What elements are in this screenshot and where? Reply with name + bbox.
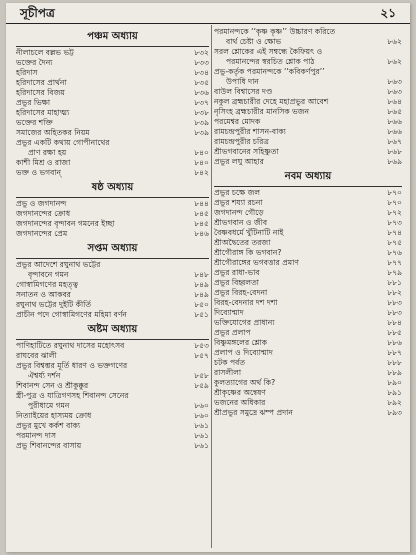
toc-entry [16,441,209,451]
toc-entry-title: রঘুনাথ ভট্টের দুইটি কীর্তি [16,300,92,309]
toc-entry [214,278,402,288]
toc-entry [16,148,209,158]
toc-entry [16,270,209,280]
toc-entry-title: শ্রীকৃষ্ণের অন্বেষণ [214,388,266,397]
toc-entry [214,57,402,67]
toc-entry-title: হরিদাসের মাহাত্ম্য [16,108,70,117]
toc-entry [16,421,209,431]
toc-entry-title: প্রভুর চক্ষে জল [214,188,261,197]
toc-entry-title: ভক্ত ও ভগবান্ [16,168,62,177]
toc-entry-page: ৮৬৬ [387,127,402,136]
toc-entry-title: শ্রীপ্রভুর সমুদ্রে ঝম্প প্রদান [214,408,293,417]
toc-entry [16,341,209,351]
toc-entry-page: ৮৬০ [194,401,209,410]
toc-entry-title: শ্রীভগবান ও জীব [214,218,268,227]
toc-entry [214,298,402,308]
toc-entry-title: নৃসিংহ ব্রহ্মচারীর মানসিক ভজন [214,107,310,116]
toc-entry-title: স্ত্রী-পুত্র ও যাত্রিগণসহ শিবানন্দ সেনের [16,391,129,400]
toc-entry-title: প্রলাপ ও দিব্যোন্মাদ [214,348,273,357]
toc-entry-title: বৃন্দাবনে গমন [28,270,69,279]
toc-entry-page: ৮৫০ [194,300,209,309]
toc-entry [214,27,402,37]
toc-entry-title: জগদানন্দ গৌড়ে [214,208,264,217]
toc-entry-page: ৮৬২ [387,57,402,66]
toc-entry [16,128,209,138]
toc-entry-title: কাশী মিশ্র ও রাজা [16,158,71,167]
toc-entry-title: প্রভুর একটি কথায় গোপীনাথের [16,138,110,147]
toc-entry-page: ৮৭০ [387,198,402,207]
toc-entry-title: পরমানন্দ দাস [16,431,56,440]
toc-entry-title: প্রভুর বিহ্বলতা [214,278,259,287]
toc-entry-page: ৮৪৯ [194,280,209,289]
toc-entry-page: ৮৬৬ [387,117,402,126]
toc-entry [16,280,209,290]
chapter-heading: নবম অধ্যায় [284,171,332,182]
toc-entry-title: ভক্তের শক্তি [16,118,53,127]
toc-entry [214,107,402,117]
toc-entry [16,108,209,118]
toc-entry [214,258,402,268]
toc-entry-page: ৮৮৩ [387,308,402,317]
toc-entry-title: ঐশ্বর্য্য দর্শন [28,371,61,380]
toc-entry-title: সরল শ্লোকের এই সম্বন্ধে কৈফিয়ৎ ও [214,47,323,56]
toc-entry [214,378,402,388]
toc-entry-page: ৮৮২ [387,288,402,297]
chapter-underline [16,339,209,340]
toc-entry [214,288,402,298]
chapter-heading: অষ্টম অধ্যায় [87,324,138,335]
toc-entry [16,88,209,98]
page-header [6,3,410,24]
toc-entry [214,147,402,157]
chapter-heading: সপ্তম অধ্যায় [87,243,138,254]
toc-entry [214,67,402,77]
toc-entry-title: প্রভুর শয্যা রচনা [214,198,263,207]
toc-entry-title: হরিদাসের প্রার্থনা [16,78,67,87]
toc-entry-page: ৮৩৯ [194,118,209,127]
toc-entry [214,77,402,87]
toc-entry [214,47,402,57]
toc-entry-page: ৮৮৯ [387,368,402,377]
toc-entry-title: শিবানন্দ সেন ও শ্রীকুক্কুর [16,381,89,390]
toc-entry-title: নিত্যাইয়ের হাস্যময় ক্রোধ [16,411,92,420]
toc-entry-title: রামচন্দ্রপুরীর শাসন-বাক্য [214,127,286,136]
toc-entry-title: জগদানন্দের ক্রোধ [16,209,71,218]
toc-entry-title: উপাধি দান [226,77,259,86]
toc-entry-page: ৮৭৪ [387,228,402,237]
toc-entry-title: সনাতন ও আকবর [16,290,71,299]
toc-entry [16,401,209,411]
toc-entry [214,348,402,358]
toc-entry-title: প্রাচীন পদে গোস্বামিগণের মহিমা বর্ণন [16,310,127,319]
toc-entry-title: রাসলীলা [214,368,242,377]
toc-entry-page: ৮৪০ [194,158,209,167]
chapter-underline [214,186,402,187]
toc-entry-title: হরিদাস [16,68,38,77]
toc-entry [214,117,402,127]
toc-entry-page: ৮৪৯ [194,290,209,299]
toc-entry-page: ৮৬৪ [387,97,402,106]
toc-entry [16,229,209,239]
toc-entry-title: বিষ্ণুমঙ্গলের শ্লোক [214,338,268,347]
toc-entry-page: ৮৫৩ [194,341,209,350]
toc-entry [16,98,209,108]
toc-entry-title: নীলাচলে বল্লভ ভট্ট [16,48,74,57]
chapter-underline [16,258,209,259]
chapter-heading: ষষ্ঠ অধ্যায় [91,182,134,193]
toc-entry [214,228,402,238]
toc-entry-title: প্রভুর আদেশে রঘুনাথ ভট্টের [16,260,101,269]
toc-entry-page: ৮৪৪ [194,199,209,208]
toc-left-column [16,27,209,548]
toc-entry [16,199,209,209]
toc-entry [16,411,209,421]
toc-entry [16,138,209,148]
toc-entry-page: ৮৮৫ [387,328,402,337]
toc-entry-page: ৮৮১ [387,278,402,287]
toc-entry [214,208,402,218]
toc-entry-page: ৮৫৭ [194,351,209,360]
toc-entry-page: ৮৫৯ [194,381,209,390]
toc-entry-title: প্রভুর রাধা-ভাব [214,268,260,277]
toc-entry-page: ৮৬২ [387,37,402,46]
toc-entry-page: ৮৩৪ [194,68,209,77]
toc-entry-page: ৮৬০ [194,411,209,420]
toc-entry [16,310,209,320]
chapter-underline [16,197,209,198]
toc-entry [214,137,402,147]
toc-entry [214,318,402,328]
toc-entry [214,338,402,348]
toc-entry-page: ৮৪৬ [194,229,209,238]
toc-entry-title: দিব্যোন্মাদ [214,308,244,317]
toc-entry-page: ৮৮৭ [387,348,402,357]
toc-entry-page: ৮৭৭ [387,258,402,267]
toc-entry-page: ৮৫৮ [194,371,209,380]
toc-entry-page: ৮৮৪ [387,318,402,327]
toc-entry-title: চটক পর্বত [214,358,246,367]
chapter-underline [16,46,209,47]
toc-entry-title: প্রভুর মুখে কর্কশ বাক্য [16,421,81,430]
toc-entry-page: ৮৪৫ [194,219,209,228]
toc-entry-title: নকুল ব্রহ্মচারীর দেহে মহাপ্রভুর আবেশ [214,97,329,106]
toc-entry-title: বিরহ-বেদনার দশ দশা [214,298,278,307]
toc-entry [16,158,209,168]
toc-entry [16,391,209,401]
toc-entry-title: প্রভুর লঘু আহার [214,157,264,166]
page-number: ২১ [380,6,396,20]
toc-entry [214,218,402,228]
toc-entry-title: হরিদাসের বিজয় [16,88,65,97]
toc-entry [16,371,209,381]
page-title: সূচীপত্র [20,6,55,20]
toc-entry-page: ৮৩৭ [194,98,209,107]
toc-entry-page: ৮৬৫ [387,107,402,116]
toc-entry-page: ৮৭৩ [387,218,402,227]
toc-entry-title: সমাজের অহিতকর নিয়ম [16,128,90,137]
toc-entry-title: বার্থ চেষ্টা ও ক্ষোভ [226,37,282,46]
toc-entry-title: প্রভুর বিরহ-বেদনা [214,288,268,297]
toc-entry [214,238,402,248]
toc-entry [214,198,402,208]
toc-entry-page: ৮৩৩ [194,58,209,67]
toc-entry-page: ৮৪৫ [194,209,209,218]
toc-entry [214,368,402,378]
toc-entry-page: ৮৬৮ [387,147,402,156]
column-divider [211,25,212,548]
toc-entry [214,268,402,278]
toc-entry-title: ভজনের অধিকার [214,398,266,407]
toc-entry-page: ৮৮৬ [387,338,402,347]
toc-entry-title: বাউল বিশ্বাসের দণ্ড [214,87,273,96]
book-page [6,3,410,552]
toc-entry-title: পুরীধামে গমন [28,401,70,410]
toc-entry-page: ৮৬৩ [387,77,402,86]
toc-entry [214,328,402,338]
toc-entry-page: ৮৬১ [194,431,209,440]
toc-entry [214,248,402,258]
toc-entry-title: কুলত্যাগের অর্থ কি? [214,378,276,387]
toc-entry [16,431,209,441]
toc-entry [16,290,209,300]
toc-entry [214,127,402,137]
toc-entry-page: ৮৩৯ [194,128,209,137]
toc-entry [214,388,402,398]
toc-entry-title: প্রভু শিবানন্দের বাসায় [16,441,82,450]
toc-entry-page: ৮৭৯ [387,268,402,277]
toc-entry [214,37,402,47]
toc-entry-title: শ্রীগৌরাঙ্গের ভগবত্তার প্রমাণ [214,258,299,267]
toc-entry-page: ৮৬৭ [387,137,402,146]
toc-entry-title: শ্রীভগবানের সহিষ্ণুতা [214,147,279,156]
toc-entry [16,48,209,58]
toc-entry [214,188,402,198]
toc-entry-page: ৮৭২ [387,208,402,217]
toc-entry [16,260,209,270]
toc-entry-page: ৮৭৫ [387,238,402,247]
toc-entry [16,361,209,371]
toc-entry-title: শ্রীগৌরাঙ্গ কি ভগবান? [214,248,282,257]
toc-entry-title: পরমেশ্বর মোদক [214,117,261,126]
toc-entry [16,300,209,310]
toc-entry-page: ৮৪৮ [194,270,209,279]
toc-entry-page: ৮৩৮ [194,108,209,117]
toc-entry [214,157,402,167]
toc-entry-title: ভক্তিযোগের প্রাধান্য [214,318,275,327]
toc-entry-title: পাণিহাটিতে রঘুনাথ দাসের মহোৎসব [16,341,125,350]
toc-entry-page: ৮৩২ [194,48,209,57]
toc-entry-page: ৮৬১ [194,441,209,450]
chapter-heading: পঞ্চম অধ্যায় [87,31,138,42]
toc-entry [16,209,209,219]
toc-entry-title: রাঘবের ঝালী [16,351,57,360]
toc-entry-page: ৮৬১ [194,421,209,430]
toc-entry [214,408,402,418]
toc-right-column [214,27,402,548]
toc-entry-page: ৮৪০ [194,148,209,157]
toc-entry-page: ৮৯০ [387,378,402,387]
toc-entry-title: গোস্বামিগণের মহত্ত্ব [16,280,78,289]
toc-entry-title: জগদানন্দের বৃন্দাবন গমনের ইচ্ছা [16,219,115,228]
toc-entry-page: ৮৫১ [194,310,209,319]
toc-entry [214,308,402,318]
toc-entry [16,351,209,361]
toc-entry [214,358,402,368]
toc-entry-title: বৈষ্ণবধর্মে খুঁটিনাটি নাই [214,228,284,237]
toc-entry-page: ৮৩৬ [194,88,209,97]
toc-entry-title: প্রভুর প্রলাপ [214,328,251,337]
toc-entry-title: জগদানন্দের প্রেম [16,229,68,238]
toc-entry-title: প্রভুর বিশ্বম্ভর মূর্তি ধারণ ও ভক্তগণের [16,361,128,370]
toc-entry [16,219,209,229]
toc-entry-title: পরমানন্দের স্বরচিত শ্লোক পাঠ [226,57,315,66]
toc-entry-title: প্রভু ও জগদানন্দ [16,199,67,208]
toc-entry-title: পরমানন্দকে ‘‘কৃষ্ণ কৃষ্ণ’’ উচ্চারণ করিতে [214,27,336,36]
toc-entry-page: ৮৬৯ [387,157,402,166]
toc-entry [16,68,209,78]
toc-entry-page: ৮৭০ [387,188,402,197]
toc-entry-title: প্রভুর ভিক্ষা [16,98,51,107]
toc-entry [214,398,402,408]
toc-entry-page: ৮৮৮ [387,358,402,367]
toc-entry [16,118,209,128]
toc-entry-title: প্রাণ রক্ষা হয় [28,148,67,157]
toc-entry-page: ৮৯৩ [387,408,402,417]
toc-entry-title: প্রভু-কর্তৃক পরমানন্দকে ‘‘কবিকর্ণপুর’’ [214,67,325,76]
toc-entry [16,168,209,178]
toc-entry-page: ৮৭৬ [387,248,402,257]
toc-entry [214,87,402,97]
toc-entry-title: ভক্তের দৈন্য [16,58,53,67]
toc-entry [16,78,209,88]
toc-entry-page: ৮৪২ [194,168,209,177]
toc-entry-page: ৮৩৫ [194,78,209,87]
toc-entry [16,381,209,391]
toc-entry-page: ৮৬৩ [387,87,402,96]
toc-entry [16,58,209,68]
toc-entry-page: ৮৯১ [387,388,402,397]
toc-entry-page: ৮৮৩ [387,298,402,307]
toc-entry-page: ৮৯২ [387,398,402,407]
toc-entry [214,97,402,107]
toc-entry-title: শ্রীঅদ্বৈতের তরজা [214,238,271,247]
toc-entry-title: রামচন্দ্রপুরীর চরিত্র [214,137,269,146]
